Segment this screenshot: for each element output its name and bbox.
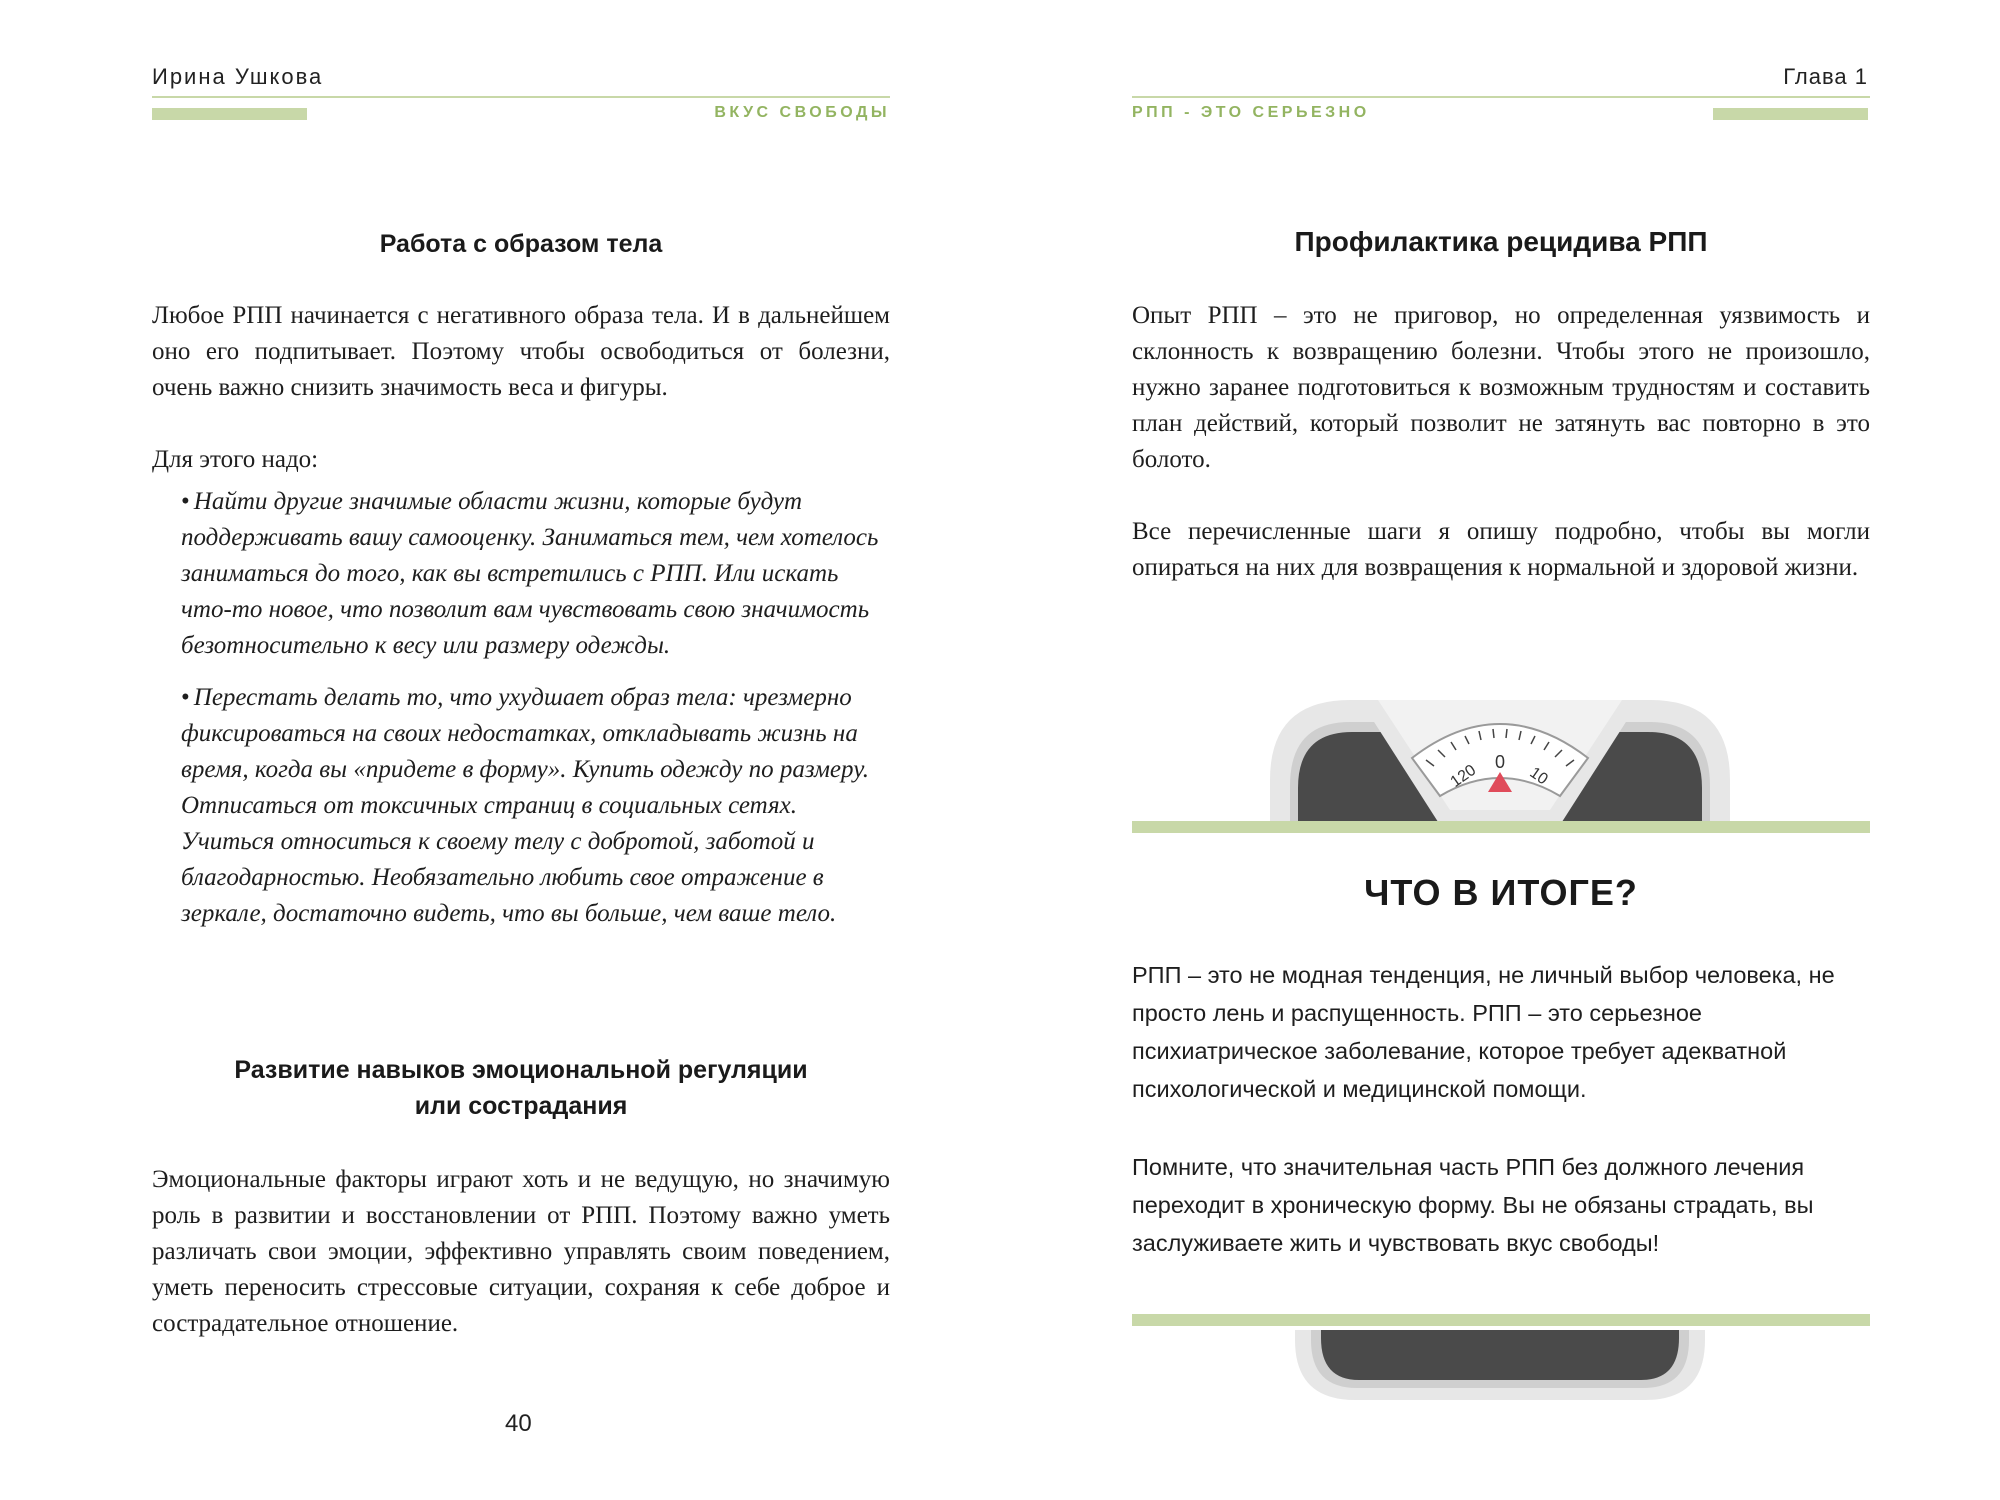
title-line: Развитие навыков эмоциональной регуляции [234,1056,808,1084]
body-image-intro: Любое РПП начинается с негативного образа тела. И в дальнейшем оно его подпитывает. Поэтому чтобы освободиться от болезни, очень важно снизить значимость веса и фигуры. [152,302,890,401]
bathroom-scale-top-illustration [1270,700,1730,825]
divider-bar-bottom [1132,1314,1870,1326]
section-title-body-image: Работа с образом тела [379,230,663,258]
relapse-para-1: Опыт РПП – это не приговор, но определенная уязвимость и склонность к возвращению болезни. Чтобы этого не произошло, нужно заранее подготовиться к возможным трудностям и составить план действий, который позволит не затянуть вас повторно в это болото. [1132,302,1870,473]
right-page [1000,0,2000,1500]
summary-title: ЧТО В ИТОГЕ? [1364,872,1638,913]
dial-label-left: 120 [1447,761,1480,791]
header-accent-block [1713,108,1868,120]
header-rule [152,96,890,98]
header-chapter-title: РПП - ЭТО СЕРЬЕЗНО [1132,104,1370,121]
scale-platform [1321,1330,1679,1380]
title-line: или сострадания [414,1092,628,1120]
summary-para-1: РПП – это не модная тенденция, не личный выбор человека, не просто лень и распущенность. РПП – это серьезное психиатрическое заболевание, которое требует адекватной психологической и медицинской помощи. [1132,962,1835,1102]
section-title-emotional-regulation [152,1052,890,1124]
summary-para-2: Помните, что значительная часть РПП без должного лечения переходит в хроническую форму. Вы не обязаны страдать, вы заслуживаете жить и чувствовать вкус свободы! [1132,1154,1814,1256]
relapse-para-2: Все перечисленные шаги я опишу подробно, чтобы вы могли опираться на них для возвращения к нормальной и здоровой жизни. [1132,518,1870,581]
bullet-text: Найти другие значимые области жизни, которые будут поддерживать вашу самооценку. Заниматься тем, чем хотелось заниматься до того, как вы встретились с РПП. Или искать что-то новое, что позволит вам чувствовать свою значимость безотносительно к весу или размеру одежды. [181,488,879,659]
bullet-item [181,680,881,932]
page-number: 40 [505,1410,532,1437]
body-image-bullet-list [181,484,881,948]
header-rule [1132,96,1870,98]
header-author: Ирина Ушкова [152,64,324,89]
bullet-text: Перестать делать то, что ухудшает образ тела: чрезмерно фиксироваться на своих недостатках, откладывать жизнь на время, когда вы «придете в форму». Купить одежду по размеру. Отписаться от токсичных страниц в социальных сетях. Учиться относиться к своему телу с добротой, заботой и благодарностью. Необязательно любить свое отражение в зеркале, достаточно видеть, что вы больше, чем ваше тело. [181,684,869,927]
section-title-relapse-prevention: Профилактика рецидива РПП [1294,226,1708,257]
header-chapter: Глава 1 [1783,64,1868,89]
divider-bar-top [1132,821,1870,833]
bullet-item [181,484,881,664]
dial-label-center: 0 [1494,752,1506,772]
bullet-dot: • [181,684,190,711]
dial-label-right: 10 [1526,764,1551,789]
bullet-dot: • [181,488,190,515]
bathroom-scale-bottom-illustration [1295,1330,1705,1400]
header-book-title: ВКУС СВОБОДЫ [714,104,890,121]
header-accent-block [152,108,307,120]
emotional-regulation-text: Эмоциональные факторы играют хоть и не ведущую, но значимую роль в развитии и восстановлении от РПП. Поэтому важно уметь различать свои эмоции, эффективно управлять своим поведением, уметь переносить стрессовые ситуации, сохраняя к себе доброе и сострадательное отношение. [152,1166,890,1337]
body-image-lead: Для этого надо: [152,446,319,473]
